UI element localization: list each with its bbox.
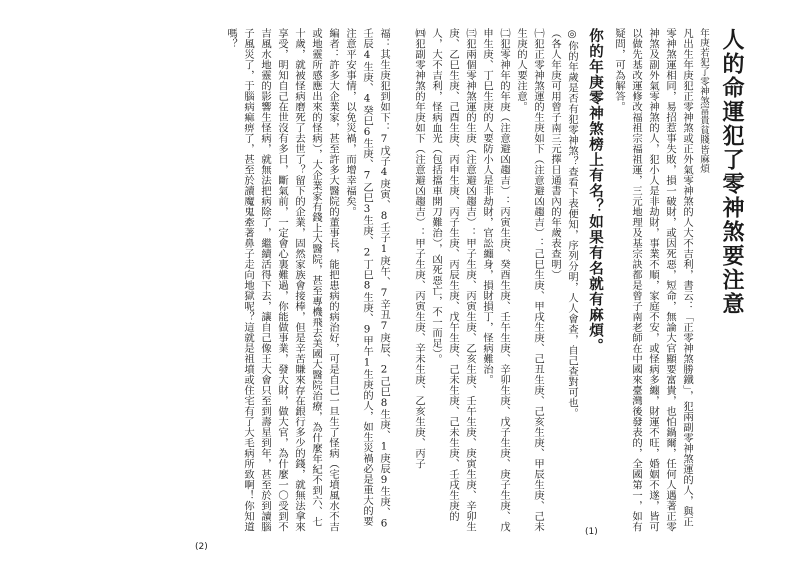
paragraph: ㈡犯零神年的年庚（注意避凶趨吉）：丙寅生庚、癸酉生庚、壬午生庚、辛卯生庚、戊子生庚、庚子生庚、戊申生庚、丁巳生庚的人要防小人是非劫財，官訟纏身，損財損丁，怪病難治。 bbox=[481, 28, 510, 532]
paragraph: （各人年庚可用曾子南三元擇日通書內的年歲表查明） bbox=[549, 28, 561, 280]
paragraph: ㈣犯副零神煞的年庚如下（注意避凶趨吉）：甲子生庚、丙寅生庚、辛未生庚、乙亥生庚、丙子 bbox=[413, 28, 425, 469]
page-right bbox=[410, 28, 772, 533]
paragraph: ㈠犯正零神煞運的生庚如下（注意避凶趨吉）：己巳生庚、甲戌生庚、己丑生庚、己亥生庚、甲辰生庚、己未生庚的人要注意。 bbox=[515, 28, 544, 532]
byline: 年庚若犯了零神煞富貴貧賤皆麻煩 bbox=[698, 28, 709, 174]
page-number-left: (2) bbox=[195, 542, 208, 552]
paragraph: ㈢犯兩個零神煞運的生庚（注意避凶趨吉）：甲子生庚、丙寅生庚、乙亥生庚、壬午生庚、庚寅生庚、辛卯生庚、乙巳生庚、己酉生庚、丙申生庚、丙子生庚、丙辰生庚、戊午生庚、己未生庚、己未生庚、壬戌生庚的人，大不吉利，怪病血光（包括擋車開刀難治），凶死惡亡，不一而足）。 bbox=[430, 28, 476, 532]
paragraph: ◎你的年歲是否有犯零神煞？查看下表便知，序列分明，人人會查，自己查對可也。 bbox=[566, 28, 578, 419]
subhead: 你的年庚零神煞榜上有名？如果有名就有麻煩。 bbox=[587, 28, 603, 354]
page-number-right: (1) bbox=[585, 527, 598, 537]
headline: 人的命運犯了零神煞要注意 bbox=[719, 28, 744, 316]
intro-paragraph: 凡出生年庚犯正零神煞或正外氣零神煞的人大不吉利，書云：「正零神煞勝鐵」，犯兩副零神煞運的人，與正零神煞運相同，易招惹事失敗，損一破財，或因死惡，短命，無論大官顯要富貴，也怕鍋爾，任何人遇著正零神煞及副外氣零神煞的人，犯小人是非劫財，事業不順，家庭不安，或怪病多纏，財運不旺，婚姻不遂，皆可以做先基改運修改福祖宗福祖運，三元地理及基宗訣都是曾子南老師在中國來臺灣後發表的，全國第一，如有疑問，可為解答。 bbox=[613, 28, 693, 532]
paragraph: 福：其生庚犯到如下：7戊子4庚寅、8壬子1庚午、7辛丑7庚辰、2己巳8生庚、1庚辰9生庚、6壬辰4生庚、4癸巳6生庚、7乙巳3生庚、2丁巳8生庚、9甲午1生庚的人，如生災禍必是重大的要注意平安事情，以免災禍，而增幸福矣。 bbox=[344, 28, 390, 530]
page-right-text bbox=[410, 28, 746, 533]
page-left-text bbox=[222, 28, 392, 533]
editor-note: 編者：許多大企業家，甚至許多大醫院的董事長，能把患病的病治好，可是自己一旦生了怪病（宅墳風水不吉或地靈所感應出來的怪病），大企業家有錢上大醫院，甚至專機飛去美國大醫院治療，為什麼年紀不到六、七十歲，就被怪病磨死了去世了？留下的企業，固然家族會接棒，但是辛苦賺來存在銀行多少的錢，就無法拿來享受，明知自己在世沒有多日，斷氣前，一定會心裏難過，你能做事業，發大財，做大官，為什麼一〇受到不吉風水地靈的影響生怪病，就無法把病除了，繼續活得下去，讓自己像王大會只至到壽星到年，甚至於到讀腦子風災了，于腦病痲痹了，甚至於讀魔鬼牽著鼻子走向地獄呢？這就是祖墳或住宅有了大毛病所致啊！你知道嗎？ bbox=[225, 28, 339, 532]
page-left bbox=[222, 28, 392, 533]
